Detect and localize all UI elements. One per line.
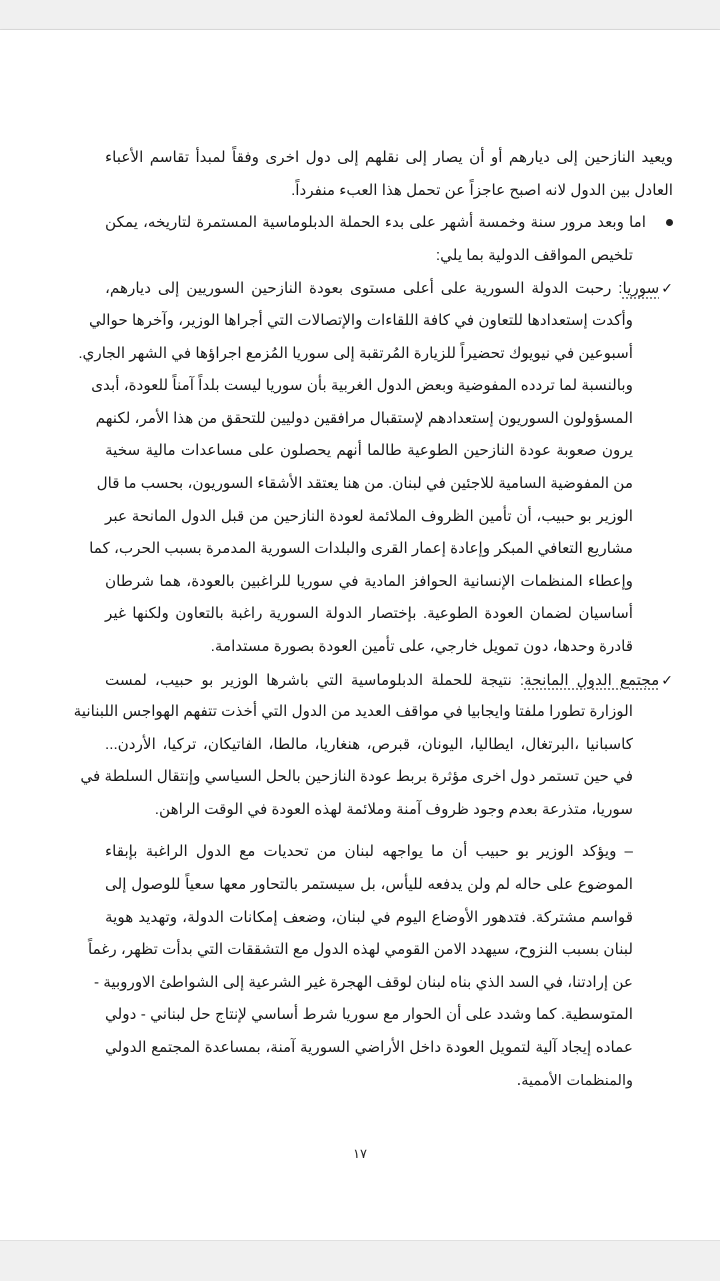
paragraph-intro-continuation: [105, 142, 673, 207]
syria-heading: سوريا: [622, 280, 660, 298]
text-line: تلخيص المواقف الدولية بما يلي:: [435, 246, 633, 264]
text-line: قواسم مشتركة. فتدهور الأوضاع اليوم في لبنان، وضعف إمكانات الدولة، وتهديد هوية: [105, 908, 633, 926]
donors-section: [73, 664, 673, 827]
viewer-top-bar: [0, 0, 720, 30]
text-line: أسبوعين في نيويوك تحضيراً للزيارة المُرتقبة إلى سوريا المُزمع اجراؤها في الشهر الجاري.: [78, 344, 633, 362]
bullet-paragraph: [105, 207, 673, 272]
text-line: مشاريع التعافي المبكر وإعادة إعمار القرى والبلدات السورية المدمرة بسبب الحرب، كما: [89, 540, 633, 558]
checkmark-icon: ✓: [661, 671, 673, 688]
text-line: والمنظمات الأممية.: [516, 1072, 633, 1089]
text-line: من المفوضية السامية للاجئين في لبنان. من هنا يعتقد الأشقاء السوريون، بحسب ما قال: [96, 474, 633, 492]
page-number: ١٧: [353, 1147, 367, 1162]
document-body: [73, 142, 673, 1097]
viewer-bottom-bar: [0, 1240, 720, 1281]
donors-heading: مجتمع الدول المانحة: [524, 671, 660, 689]
text-line: العادل بين الدول لانه اصبح عاجزاً عن تحمل هذا العبء منفرداً.: [291, 181, 673, 199]
text-line: الوزير بو حبيب، أن تأمين الظروف الملائمة لعودة النازحين من قبل الدول المانحة عبر: [105, 507, 633, 525]
text-line: أساسيان لضمان العودة الطوعية. بإختصار الدولة السورية راغبة بالتعاون ولكنها غير: [105, 605, 633, 623]
text-line: الموضوع على حاله لم ولن يدفعه لليأس، بل سيستمر بالتحاور معها سعياً للوصول إلى: [105, 876, 633, 894]
text-line: عن إرادتنا، في السد الذي بناه لبنان لوقف الهجرة غير الشرعية إلى الشواطئ الاوروبية -: [93, 973, 633, 991]
text-line: لبنان بسبب النزوح، سيهدد الامن القومي لهذه الدول مع التشققات التي بدأت تظهر، رغماً: [87, 941, 633, 959]
text-line: : نتيجة للحملة الدبلوماسية التي باشرها الوزير بو حبيب، لمست: [105, 671, 525, 689]
minister-paragraph: [87, 836, 673, 1097]
text-line: في حين تستمر دول اخرى مؤثرة بربط عودة النازحين بالحل السياسي وإنتقال السلطة في: [80, 768, 633, 786]
paragraph-gap: [105, 826, 673, 836]
text-line: وبالنسبة لما تردده المفوضية وبعض الدول الغربية بأن سوريا ليست بلداً آمناً للعودة، أبدى: [91, 377, 633, 395]
text-line: سوريا، متذرعة بعدم وجود ظروف آمنة وملائمة لهذه العودة في الوقت الراهن.: [154, 800, 633, 818]
text-line: المتوسطية. كما وشدد على أن الحوار مع سوريا شرط أساسي لإنتاج حل لبناني - دولي: [105, 1006, 633, 1024]
text-line: اما وبعد مرور سنة وخمسة أشهر على بدء الحملة الدبلوماسية المستمرة لتاريخه، يمكن: [105, 214, 646, 232]
text-line: – ويؤكد الوزير بو حبيب أن ما يواجهه لبنان من تحديات مع الدول الراغبة بإبقاء: [105, 843, 633, 861]
text-line: وإعطاء المنظمات الإنسانية الحوافز المادية في سوريا للراغبين بالعودة، هما شرطان: [105, 572, 633, 590]
text-line: الوزارة تطورا ملفتا وايجابيا في مواقف العديد من الدول التي أخذت تتفهم الهواجس اللبنانية: [73, 703, 633, 721]
text-line: عماده إيجاد آلية لتمويل العودة داخل الأراضي السورية آمنة، بمساعدة المجتمع الدولي: [105, 1039, 633, 1057]
text-line: : رحبت الدولة السورية على أعلى مستوى بعودة النازحين السوريين إلى ديارهم،: [105, 280, 623, 298]
text-line: ويعيد النازحين إلى ديارهم أو أن يصار إلى نقلهم إلى دول اخرى وفقاً لمبدأ تقاسم الأعباء: [105, 149, 673, 166]
syria-section: [78, 272, 673, 663]
text-line: يرون صعوبة عودة النازحين الطوعية طالما أنهم يحصلون على مساعدات مالية سخية: [105, 442, 633, 460]
text-line: وأكدت إستعدادها للتعاون في كافة اللقاءات والإتصالات التي أجراها الوزير، وآخرها حوالي: [89, 311, 633, 329]
text-line: قادرة وحدها، دون تمويل خارجي، على تأمين العودة بصورة مستدامة.: [210, 637, 633, 655]
text-line: المسؤولون السوريون إستعدادهم لإستقبال مرافقين دوليين للتحقق من هذا الأمر، لكنهم: [95, 409, 633, 427]
checkmark-icon: ✓: [661, 280, 673, 297]
text-line: كاسبانيا ،البرتغال، ايطاليا، اليونان، قبرص، هنغاريا، مالطا، الفاتيكان، تركيا، الأردن...: [105, 735, 633, 753]
bullet-icon: [666, 219, 673, 226]
